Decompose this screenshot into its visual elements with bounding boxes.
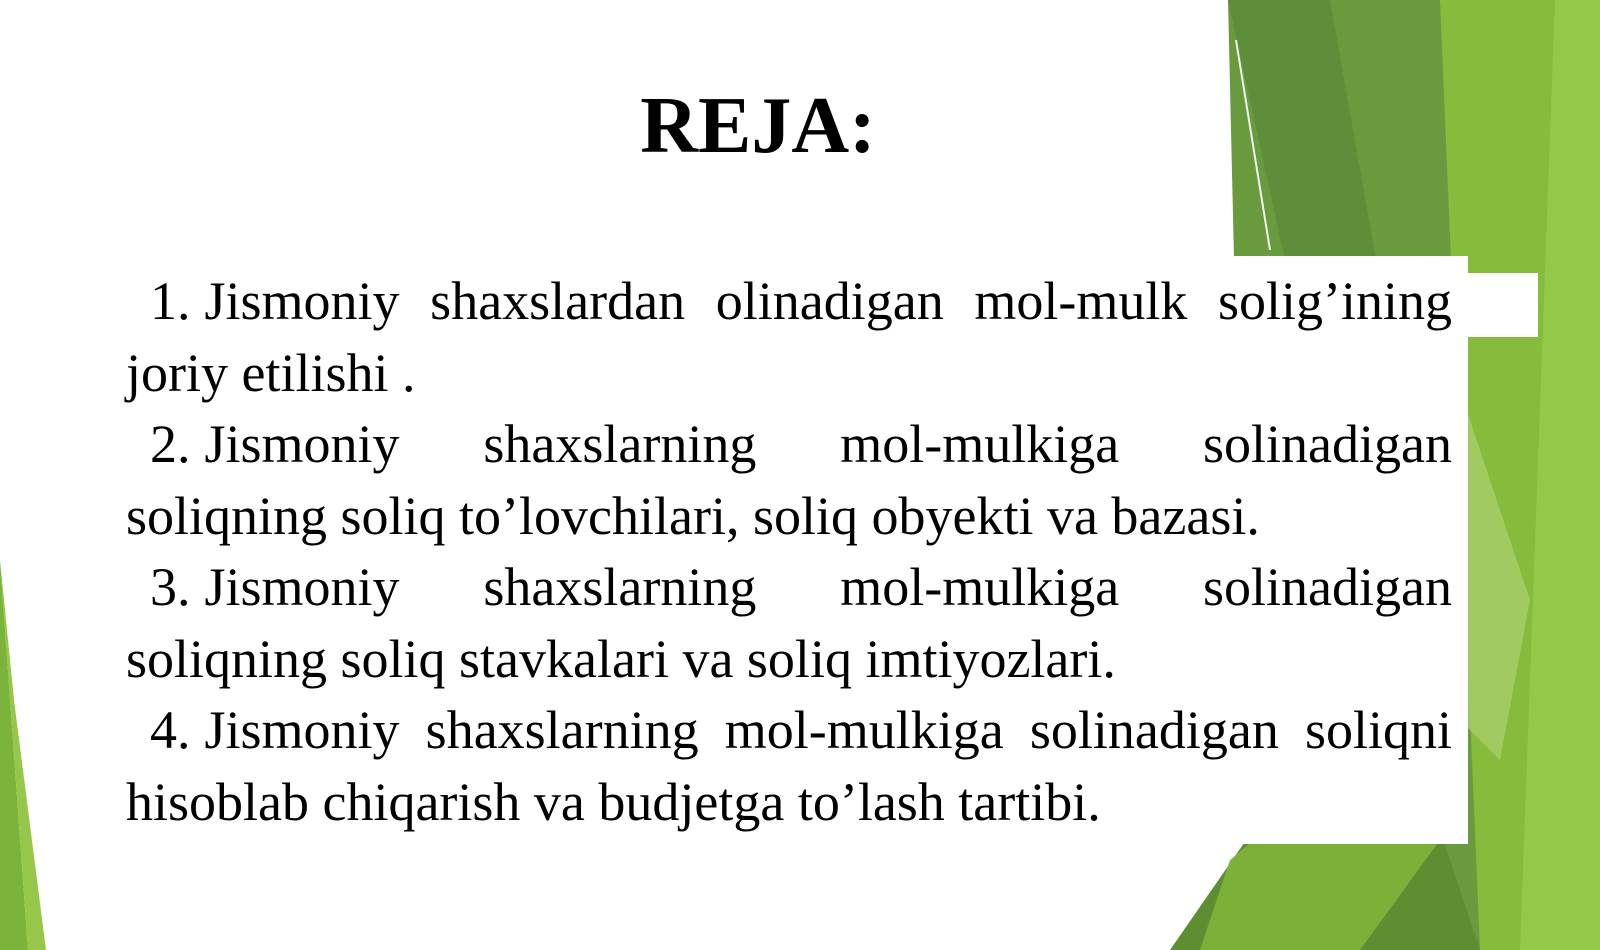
item-text: Jismoniy shaxslarning mol-mulkiga solinadigan soliqni hisoblab chiqarish va budjetga to’lash tartibi.	[126, 700, 1452, 832]
item-text: Jismoniy shaxslarning mol-mulkiga solinadigan soliqning soliq to’lovchilari, soliq obyekti va bazasi.	[126, 414, 1452, 546]
item-number: 2.	[150, 414, 191, 474]
item-text: Jismoniy shaxslardan olinadigan mol-mulk solig’ining joriy etilishi .	[126, 271, 1452, 403]
content-panel-tab	[1460, 273, 1538, 337]
plan-item-4	[126, 695, 1452, 838]
item-number: 1.	[150, 271, 191, 331]
plan-item-2	[126, 409, 1452, 552]
item-number: 4.	[150, 700, 191, 760]
plan-list	[126, 266, 1452, 838]
plan-item-1	[126, 266, 1452, 409]
slide-title: REJA:	[640, 82, 876, 170]
plan-item-3	[126, 552, 1452, 695]
item-number: 3.	[150, 557, 191, 617]
item-text: Jismoniy shaxslarning mol-mulkiga solinadigan soliqning soliq stavkalari va soliq imtiyozlari.	[126, 557, 1452, 689]
